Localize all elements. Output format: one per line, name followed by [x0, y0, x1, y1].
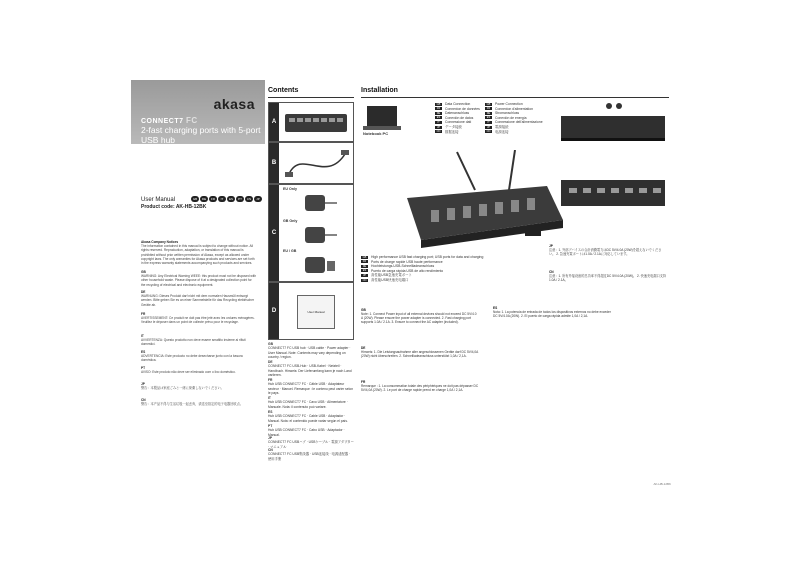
notice-block: IT AVVERTENZA: Questo prodotto non deve essere smaltito insieme ai rifiuti domestici. — [141, 334, 246, 347]
adapter-icon — [299, 253, 339, 279]
installation-heading: Installation — [361, 87, 398, 94]
contents-box-b — [268, 142, 354, 184]
section-tab: C — [269, 185, 279, 281]
hub-front-illustration — [557, 172, 667, 232]
contents-note: DE CONNECT7 FC USB-Hub · USB-Kabel · Netzteil · Handbuch. Hinweis: Der Lieferumfang kann je nach Land variieren. — [268, 360, 352, 377]
notice-block: ES ADVERTENCIA: Este producto no debe desecharse junto con la basura doméstica. — [141, 350, 243, 363]
contents-box-c — [268, 184, 354, 282]
contents-note: JP CONNECT7 FC USBハブ · USBケーブル · 電源アダプター · マニュアル — [268, 436, 354, 449]
hub-icon — [281, 104, 353, 140]
notice-block: Akasa Company Notices The information contained in this manual is subject to change without notice. All rights reserved. Reproduction, adaptation, or translation of this manual is prohibited without prior written permission of Akasa, except as allowed under copyright laws. The only warranties for Akasa products and services are set forth in the express warranty statements accompanying such products and services. — [141, 240, 255, 266]
hub-rear-illustration — [557, 100, 667, 180]
contents-note: PT Hub USB CONNECT7 FC · Cabo USB · Adaptador · Manual. — [268, 424, 345, 437]
notice-block: DE WARNUNG: Dieses Produkt darf nicht mit dem normalen Hausmüll entsorgt werden. Bitte geben Sie es an einer Sammelstelle für das Recycling elektrischer Geräte ab. — [141, 290, 255, 307]
install-note: FR Remarque : 1. La consommation totale des périphériques ne doit pas dépasser DC 5V/4,0A (20W). 2. Le port de charge rapide prend en charge 1,0A / 2,1A. — [361, 380, 479, 393]
page-code: AK-HB-12BK — [653, 482, 671, 486]
legend-data: GB Data Connection FR Connexion de données DE Datenanschluss ES Conexión de datos IT Connessione dati JP データ接続 CN 数据连接 — [436, 102, 480, 134]
install-note: ES Nota: 1. La potencia de entrada de todos los dispositivos externos no debe exceder DC 5V/4.0A (20W). 2. El puerto de carga rápida admite 1,0A / 2,1A. — [493, 306, 611, 319]
installation-panel — [361, 80, 671, 488]
port-legend: GB High performance USB fast charging port; USB ports for data and charging FR Ports de charge rapide USB haute performance DE Hochleistungs-USB-Schnellladeanschluss ES Puerto de carga rápida USB de alto rendimiento JP 高性能USB急速充電ポート CN 高性能USB快速充电端口 — [362, 255, 484, 282]
lang-badge: IT — [218, 196, 226, 202]
notice-block: PT AVISO: Este produto não deve ser eliminado com o lixo doméstico. — [141, 366, 236, 375]
install-note: DE Hinweis: 1. Die Leistungsaufnahme aller angeschlossenen Geräte darf DC 5V/4,0A (20W) nicht überschreiten. 2. Schnellladeanschluss unterstützt 1,0A / 2,1A. — [361, 346, 479, 359]
section-tab: A — [269, 103, 279, 141]
contents-box-a — [268, 102, 354, 142]
contents-note: GB CONNECT7 FC USB hub · USB cable · Power adapter · User Manual. Note: Contents may vary depending on country / region. — [268, 342, 351, 359]
section-tab: D — [269, 283, 279, 339]
product-title: 2-fast charging ports with 5-port USB hub — [141, 125, 261, 145]
cover-header — [131, 80, 265, 144]
contents-box-d — [268, 282, 354, 340]
divider — [361, 97, 669, 98]
brand-logo: akasa — [213, 96, 255, 112]
lang-badge: CN — [246, 197, 252, 201]
install-note: JP 注意：1. 外部デバイスの合計消費電力はDC 5V/4.0A (20W)を超えないでください。 2. 急速充電ポートは1.0A / 2.1Aに対応しています。 — [549, 244, 662, 257]
contents-note: FR Hub USB CONNECT7 FC · Câble USB · Adaptateur secteur · Manuel. Remarque : le contenu peut varier selon le pays. — [268, 378, 354, 395]
device-label: Notebook PC — [363, 131, 389, 136]
notice-block: FR AVERTISSEMENT: Ce produit ne doit pas être jeté avec les ordures ménagères. Veuillez le déposer dans un point de collecte prévu pour le recyclage. — [141, 312, 255, 325]
plug-label: GB Only — [283, 219, 298, 223]
lang-badge: PT — [236, 196, 244, 202]
adapter-icon — [299, 223, 339, 247]
section-tab: B — [269, 143, 279, 183]
notice-block: CN 警告：本产品不得与生活垃圾一起丢弃，请送至指定的电子电器回收点。 — [141, 398, 243, 407]
notice-block: GB WARNING: Any Electrical Warning WEEE: this product must not be disposed with other household waste. Please dispose of it at a designated collection point for the recycling of electrical and electronic equipment. — [141, 270, 257, 287]
lang-badge: DE — [201, 197, 207, 201]
cover-panel — [131, 80, 265, 488]
notebook-icon — [363, 104, 403, 134]
plug-label: EU / GB — [283, 249, 297, 253]
lang-badge: JP — [254, 196, 262, 202]
language-badges — [191, 196, 262, 202]
product-code: Product code: AK-HB-12BK — [141, 204, 207, 210]
lang-badge: GB — [192, 197, 198, 201]
contents-panel — [268, 80, 356, 488]
notice-block: JP 警告：本製品は家庭ごみと一緒に廃棄しないでください。 — [141, 382, 224, 391]
contents-heading: Contents — [268, 87, 299, 94]
manual-label: User Manual — [141, 197, 176, 203]
adapter-icon — [299, 191, 339, 215]
legend-power: GB Power Connection FR Connexion d'alimentation DE Stromanschluss ES Conexión de energía IT Connessione dell'alimentazione JP 電源接続 CN 电源连接 — [486, 102, 543, 134]
lang-badge: ES — [228, 197, 233, 201]
cable-icon — [281, 144, 353, 182]
contents-note: ES Hub USB CONNECT7 FC · Cable USB · Adaptador · Manual. Nota: el contenido puede variar según el país. — [268, 410, 348, 423]
contents-note: CN CONNECT7 FC USB集线器 · USB连接线 · 电源适配器 · 使用手册 — [268, 448, 351, 461]
divider — [268, 97, 354, 98]
lang-badge: FR — [211, 197, 215, 201]
hub-installation-illustration — [397, 150, 567, 260]
contents-note: IT Hub USB CONNECT7 FC · Cavo USB · Alimentatore · Manuale. Nota: il contenuto può variare. — [268, 396, 348, 409]
series-logo: CONNECT7 FC — [141, 116, 198, 125]
manual-icon: User Manual — [297, 295, 335, 329]
plug-label: EU Only — [283, 187, 297, 191]
install-note: GB Note: 1. Connect Power input of all external devices should not exceed DC 5V/4.0 A (20W). Please ensure the power adapter is connected. 2. Fast charging port supports 1.0A / 2.1A. 3. Ensure to connect the AC adapter (included). — [361, 308, 477, 325]
install-note: CN 注意：1. 所有外接设备的总功率不得超过DC 5V/4.0A (20W)。 2. 快速充电端口支持1.0A / 2.1A。 — [549, 270, 667, 283]
